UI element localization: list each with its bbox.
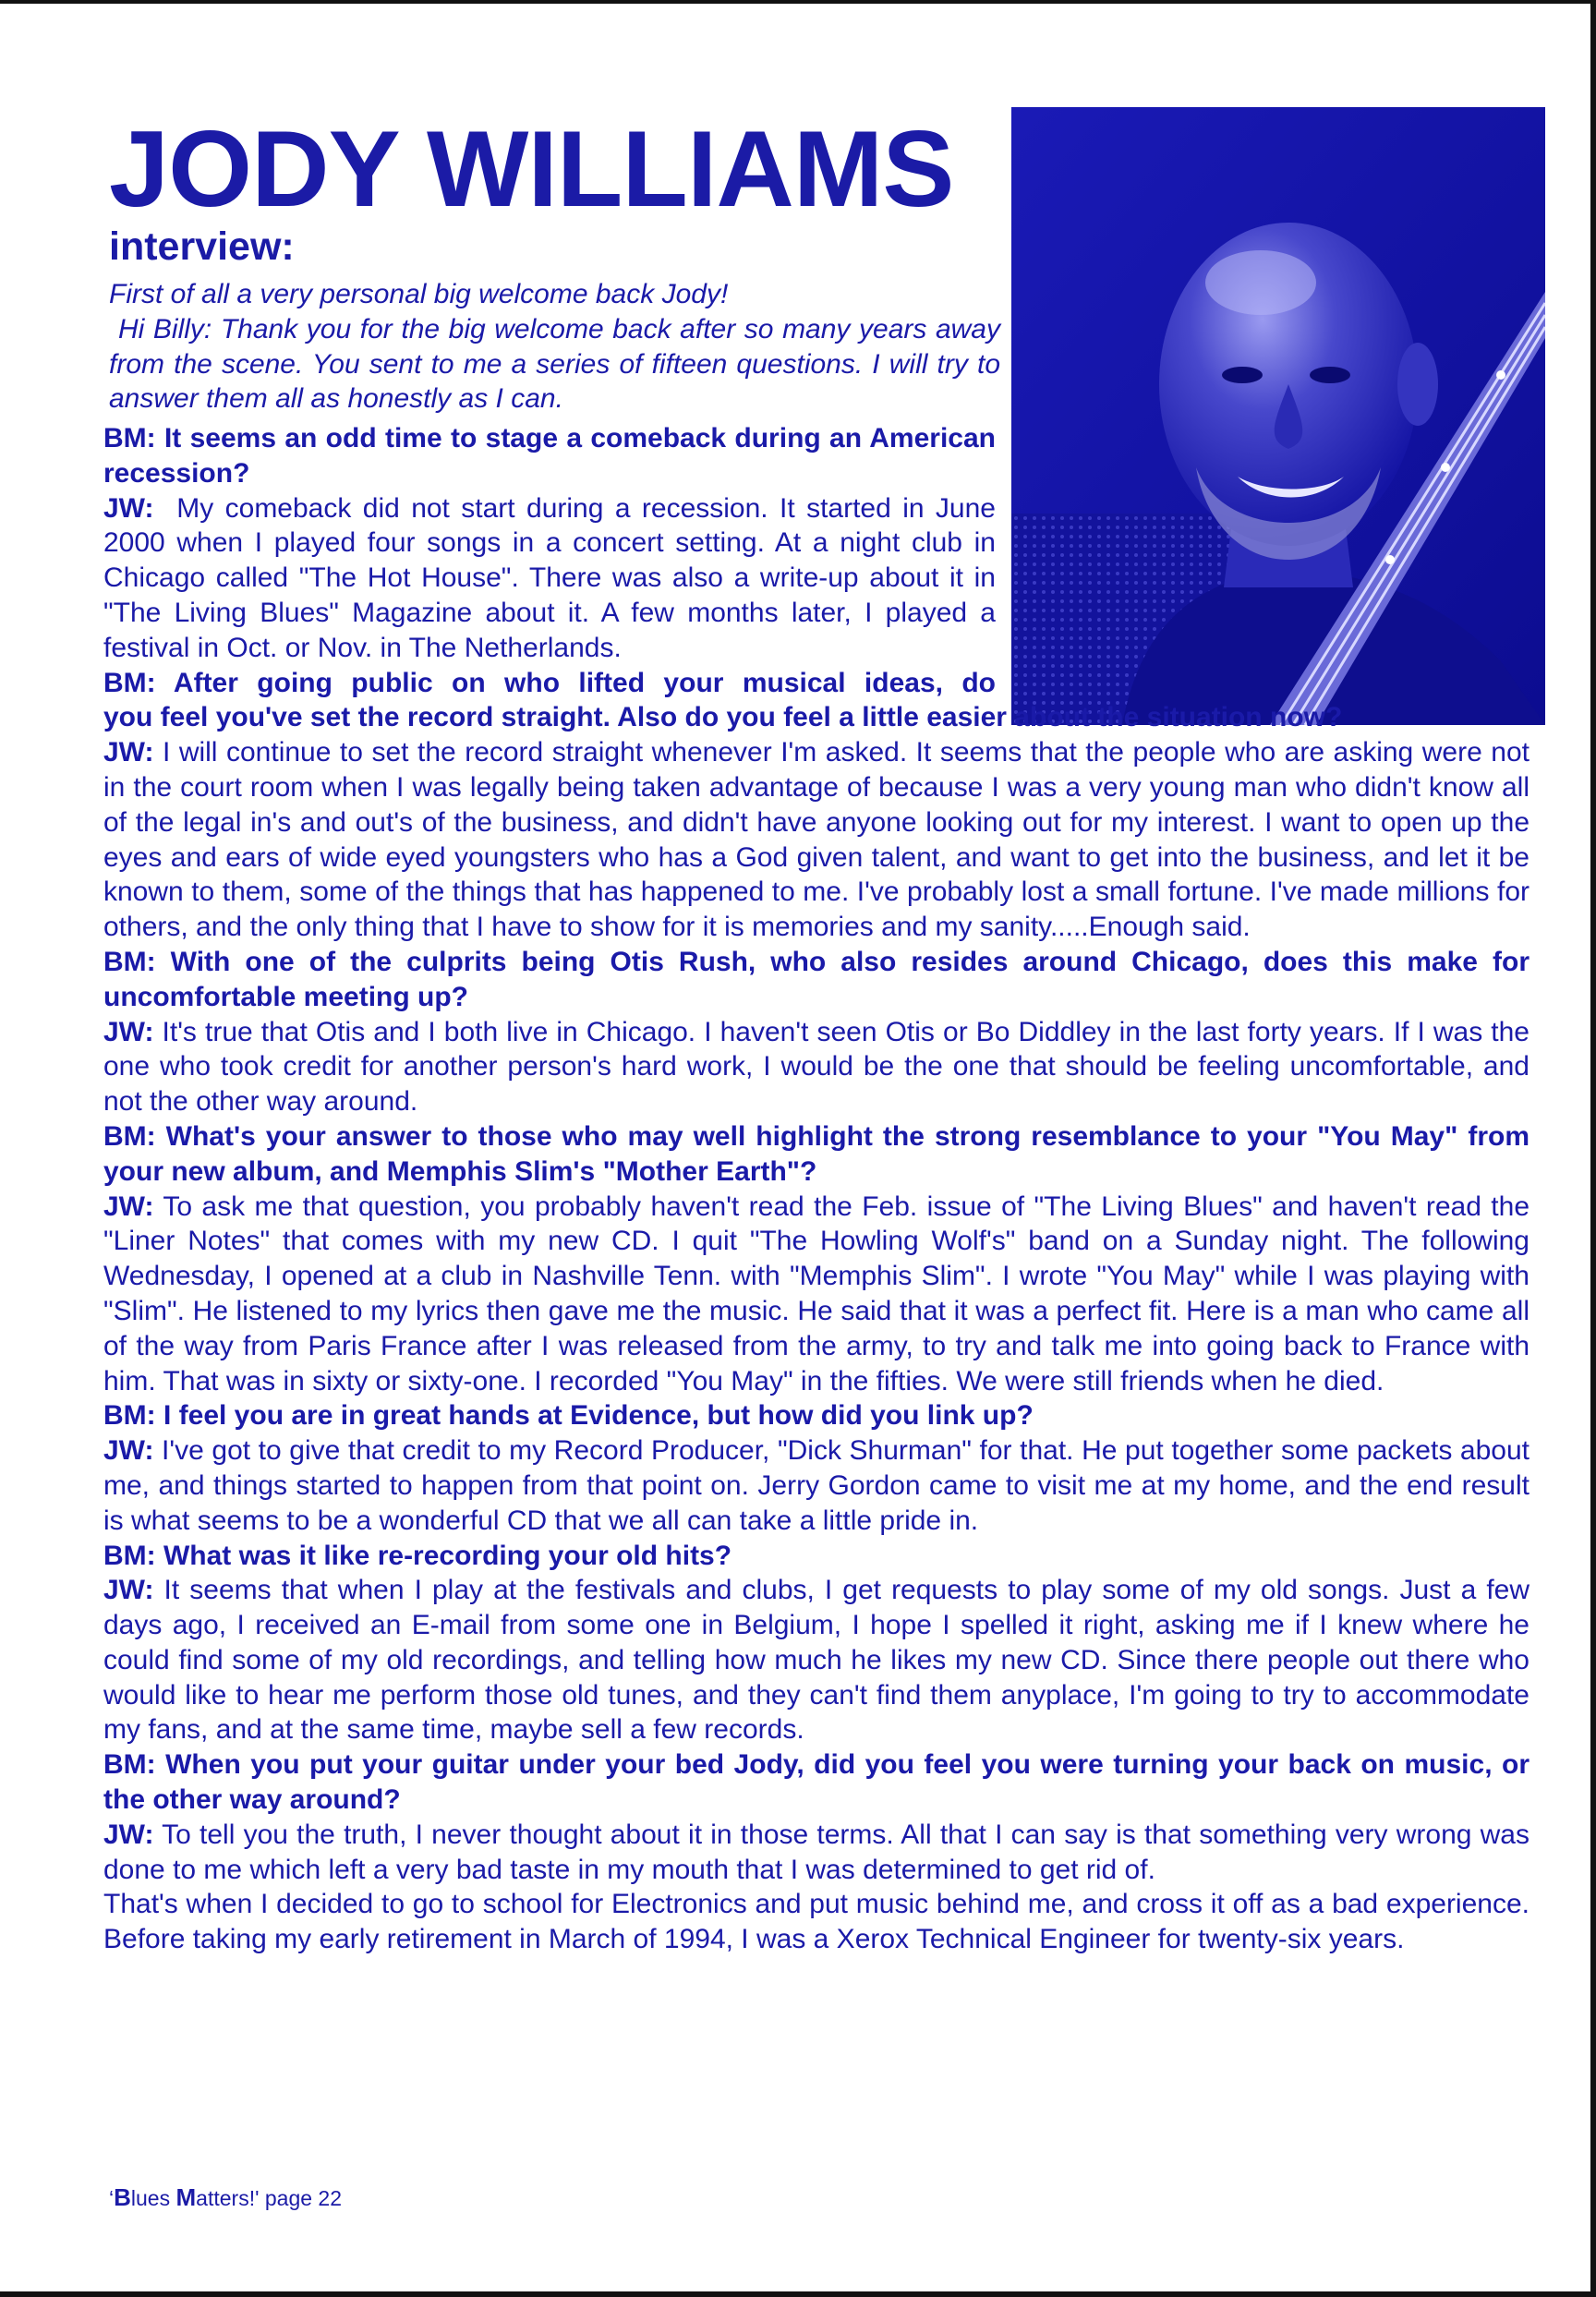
answer-7	[103, 1818, 1530, 1888]
question-2-part-2: you feel you've set the record straight. Also do you feel a little easier about the situation now?	[103, 702, 1343, 733]
question-7: BM: When you put your guitar under your bed Jody, did you feel you were turning your back on music, or the other way around?	[103, 1749, 1530, 1816]
answer-tag: JW:	[103, 1435, 154, 1467]
footer-m: M	[175, 2183, 197, 2211]
intro-welcome: First of all a very personal big welcome back Jody!	[109, 279, 729, 309]
answer-2-text: I will continue to set the record straight whenever I'm asked. It seems that the people who are asking were not in the court room when I was legally being taken advantage of because I was a very young man who didn't know all of the legal in's and out's of the business, and didn't have anyone looking out for my interest. I want to open up the eyes and ears of wide eyed youngsters who has a God given talent, and want to get into the business, and let it be known to them, some of the things that has happened to me. I've probably lost a small fortune. I've made millions for others, and the only thing that I have to show for it is memories and my sanity.....Enough said.	[103, 737, 1530, 943]
answer-7-text: To tell you the truth, I never thought about it in those terms. All that I can say is that something very wrong was done to me which left a very bad taste in my mouth that I was determined to get rid of.	[103, 1819, 1530, 1885]
answer-5	[103, 1433, 1530, 1538]
answer-6-text: It seems that when I play at the festivals and clubs, I get requests to play some of my old songs. Just a few days ago, I received an E-mail from some one in Belgium, I hope I spelled it right, asking me if I knew where he could find some of my old recordings, and telling how much he likes my new CD. Since there people out there who would like to hear me perform those old tunes, and they can't find them anyplace, I'm going to try to accommodate my fans, and at the same time, maybe sell a few records.	[103, 1575, 1530, 1746]
intro-reply: Hi Billy: Thank you for the big welcome back after so many years away from the scene. You sent to me a series of fifteen questions. I will try to answer them all as honestly as I can.	[109, 313, 1000, 415]
answer-tag: JW:	[103, 492, 154, 524]
answer-tag: JW:	[103, 1016, 154, 1047]
question-4: BM: What's your answer to those who may well highlight the strong resemblance to your "You May" from your new album, and Memphis Slim's "Mother Earth"?	[103, 1120, 1530, 1187]
intro	[109, 277, 1000, 417]
top-border	[0, 0, 1596, 4]
answer-1-text: My comeback did not start during a recession. It started in June 2000 when I played four songs in a concert setting. At a night club in Chicago called "The Hot House". There was also a write-up about it in "The Living Blues" Magazine about it. A few months later, I played a festival in Oct. or Nov. in The Netherlands.	[103, 492, 996, 663]
question-3: BM: With one of the culprits being Otis Rush, who also resides around Chicago, does this make for uncomfortable meeting up?	[103, 946, 1530, 1012]
interview-body	[103, 421, 1530, 1957]
page-footer: ‘Blues Matters!' page 22	[109, 2183, 343, 2211]
answer-tag: JW:	[103, 737, 154, 768]
answer-3	[103, 1015, 1530, 1119]
answer-tag: JW:	[103, 1575, 154, 1606]
answer-tag: JW:	[103, 1191, 154, 1222]
question-5: BM: I feel you are in great hands at Evidence, but how did you link up?	[103, 1400, 1034, 1432]
footer-atters: atters!	[196, 2186, 256, 2210]
right-border	[1590, 0, 1596, 2297]
question-2-part-1: BM: After going public on who lifted your musical ideas, do	[103, 667, 996, 698]
answer-4-text: To ask me that question, you probably haven't read the Feb. issue of "The Living Blues" and haven't read the "Liner Notes" that comes with my new CD. I quit "The Howling Wolf's" band on a Sunday night. The following Wednesday, I opened at a club in Nashville Tenn. with "Memphis Slim". I wrote "You May" while I was playing with "Slim". He listened to my lyrics then gave me the music. He said that it was a perfect fit. Here is a man who came all of the way from Paris France after I was released from the army, to try and talk me into going back to France with him. That was in sixty or sixty-one. I recorded "You May" in the fifties. We were still friends when he died.	[103, 1191, 1530, 1396]
answer-1	[103, 491, 996, 666]
answer-7-continued: That's when I decided to go to school for Electronics and put music behind me, and cross it off as a bad experience. Before taking my early retirement in March of 1994, I was a Xerox Technical Engineer for twenty-six years.	[103, 1889, 1530, 1955]
footer-lues: lues	[130, 2186, 176, 2210]
footer-page-number: ' page 22	[255, 2186, 343, 2210]
answer-tag: JW:	[103, 1819, 154, 1850]
question-1: BM: It seems an odd time to stage a comeback during an American recession?	[103, 423, 996, 489]
answer-5-text: I've got to give that credit to my Record Producer, "Dick Shurman" for that. He put together some packets about me, and things started to happen from that point on. Jerry Gordon came to visit me at my home, and the end result is what seems to be a wonderful CD that we all can take a little pride in.	[103, 1435, 1530, 1536]
answer-2	[103, 735, 1530, 945]
question-6: BM: What was it like re-recording your old hits?	[103, 1540, 732, 1571]
article-subtitle: interview:	[109, 224, 295, 269]
footer-b: B	[114, 2183, 131, 2211]
article-title: JODY WILLIAMS	[109, 108, 954, 229]
bottom-border	[0, 2291, 1596, 2297]
answer-3-text: It's true that Otis and I both live in Chicago. I haven't seen Otis or Bo Diddley in the last forty years. If I was the one who took credit for another person's hard work, I would be the one that should be feeling uncomfortable, and not the other way around.	[103, 1016, 1530, 1118]
answer-4	[103, 1190, 1530, 1399]
answer-6	[103, 1573, 1530, 1747]
